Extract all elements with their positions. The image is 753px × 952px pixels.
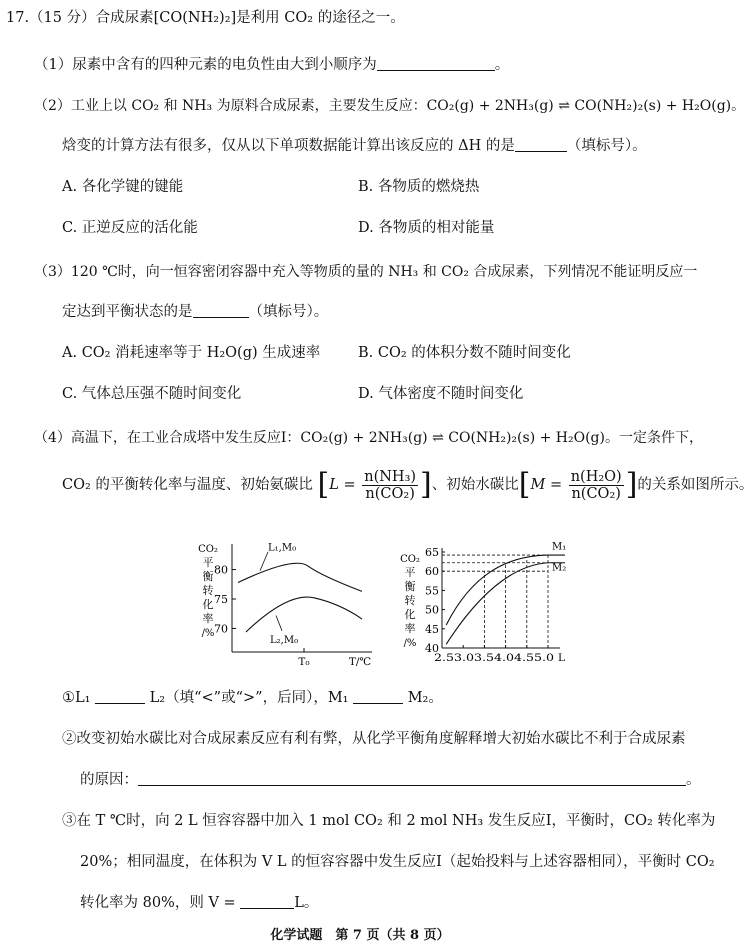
M-equals: M = bbox=[530, 477, 563, 493]
part3-option-c: C. 气体总压强不随时间变化 bbox=[62, 386, 242, 402]
sub3-answer-blank[interactable] bbox=[240, 894, 294, 909]
sub2-line2 bbox=[80, 770, 701, 790]
chart1-xlabel: T/℃ bbox=[348, 656, 372, 668]
chart2-y-tick-label: 55 bbox=[425, 584, 439, 598]
L-fraction bbox=[362, 469, 418, 502]
part1-answer-blank[interactable] bbox=[377, 56, 495, 71]
chart1-y-tick-label: 70 bbox=[214, 622, 228, 636]
chart-ratio bbox=[398, 538, 574, 666]
part2-option-c: C. 正逆反应的活化能 bbox=[62, 220, 198, 236]
L-equals: L = bbox=[329, 477, 356, 493]
chart2-y-tick-label: 50 bbox=[425, 603, 439, 617]
chart1-x-tick-label: T₀ bbox=[298, 656, 310, 668]
M-fraction bbox=[569, 469, 624, 502]
chart1-ylabel-line: 平 bbox=[202, 556, 214, 569]
chart1-series-label: L₁,M₀ bbox=[268, 542, 297, 554]
chart2-ylabel-line: 平 bbox=[404, 566, 416, 579]
chart2-xlabel: L bbox=[558, 652, 565, 664]
L-numerator: n(NH₃) bbox=[364, 468, 417, 485]
chart1-ylabel-line: 衡 bbox=[202, 570, 214, 583]
part4-line2c: 的关系如图所示。 bbox=[637, 477, 753, 493]
part2-option-b: B. 各物质的燃烧热 bbox=[358, 179, 480, 195]
part2-line2 bbox=[62, 136, 647, 156]
chart2-y-tick-label: 45 bbox=[425, 622, 439, 636]
L-denominator: n(CO₂) bbox=[365, 485, 415, 502]
part2-answer-blank[interactable] bbox=[515, 137, 567, 152]
part3-answer-blank[interactable] bbox=[193, 303, 249, 318]
part1-end: 。 bbox=[494, 57, 510, 73]
sub3-line3a: 转化率为 80%，则 V = bbox=[80, 895, 236, 911]
part3-option-d: D. 气体密度不随时间变化 bbox=[358, 386, 524, 402]
chart1-ylabel-line: /% bbox=[201, 628, 215, 639]
M-numerator: n(H₂O) bbox=[570, 468, 622, 485]
sub2-answer-blank[interactable] bbox=[138, 771, 686, 786]
part3-line1: （3）120 ℃时，向一恒容密闭容器中充入等物质的量的 NH₃ 和 CO₂ 合成尿素，下列情况不能证明反应一 bbox=[34, 264, 698, 280]
sub3-line2: 20%；相同温度，在体积为 V L 的恒容容器中发生反应Ⅰ（起始投料与上述容器相同），平衡时 CO₂ bbox=[80, 854, 715, 870]
chart1-ylabel-line: 率 bbox=[202, 612, 214, 625]
chart2-y-tick-label: 65 bbox=[425, 546, 439, 559]
part3-line2b: （填标号）。 bbox=[248, 304, 329, 320]
part2-option-a: A. 各化学键的键能 bbox=[62, 179, 184, 195]
part4-line2 bbox=[62, 468, 753, 502]
bracket-right-L: ] bbox=[420, 467, 432, 502]
chart1-leader-L2 bbox=[276, 615, 282, 630]
sub1-c: M₂。 bbox=[407, 690, 443, 706]
chart1-ylabel-line: 转 bbox=[202, 584, 214, 597]
chart-temperature bbox=[196, 538, 380, 666]
chart2-y-tick-label: 60 bbox=[425, 565, 439, 579]
chart1-series-label: L₂,M₀ bbox=[270, 635, 299, 647]
chart2-ylabel-line: /% bbox=[403, 638, 417, 649]
part2-line1: （2）工业上以 CO₂ 和 NH₃ 为原料合成尿素，主要发生反应：CO₂(g) + 2NH₃(g) ⇌ CO(NH₂)₂(s) + H₂O(g)。 bbox=[34, 98, 746, 114]
part1-text: （1）尿素中含有的四种元素的电负性由大到小顺序为 bbox=[34, 57, 377, 73]
sub1-a: ①L₁ bbox=[62, 690, 91, 706]
part2-option-d: D. 各物质的相对能量 bbox=[358, 220, 495, 236]
chart2-series-label: M₁ bbox=[552, 541, 567, 553]
sub2-line1: ②改变初始水碳比对合成尿素反应有利有弊，从化学平衡角度解释增大初始水碳比不利于合成尿素 bbox=[62, 731, 686, 747]
part3-line2 bbox=[62, 302, 328, 322]
sub1 bbox=[62, 688, 443, 708]
bracket-left-L: [ bbox=[317, 467, 330, 502]
sub3-line1: ③在 T ℃时，向 2 L 恒容容器中加入 1 mol CO₂ 和 2 mol NH₃ 发生反应Ⅰ，平衡时，CO₂ 转化率为 bbox=[62, 813, 716, 829]
chart2-ylabel-line: CO₂ bbox=[400, 554, 420, 565]
part3-option-a: A. CO₂ 消耗速率等于 H₂O(g) 生成速率 bbox=[62, 345, 321, 361]
sub3-line3b: L。 bbox=[294, 895, 319, 911]
chart1-ylabel-line: 化 bbox=[202, 598, 214, 611]
chart2-y-tick-label: 40 bbox=[425, 642, 439, 655]
chart1-series-line-L2 bbox=[246, 597, 362, 632]
chart2-ylabel-line: 转 bbox=[404, 594, 416, 607]
part2-line2b: （填标号）。 bbox=[566, 138, 647, 154]
chart1-series-line-L1 bbox=[238, 563, 362, 591]
chart2-ylabel bbox=[400, 554, 420, 649]
chart2-ylabel-line: 衡 bbox=[404, 580, 416, 593]
chart2-series-label: M₂ bbox=[552, 562, 567, 574]
part4-line2b: 、初始水碳比 bbox=[431, 477, 519, 493]
part4-line2a: CO₂ 的平衡转化率与温度、初始氨碳比 bbox=[62, 477, 313, 493]
sub2-end: 。 bbox=[686, 772, 701, 788]
chart2-ylabel-line: 化 bbox=[404, 608, 416, 621]
part3-line2a: 定达到平衡状态的是 bbox=[62, 304, 193, 320]
chart2-x-tick-labels: 2.53.03.54.04.55.0 bbox=[434, 652, 554, 664]
chart1-leader-L1 bbox=[260, 552, 268, 571]
sub1-blank-L[interactable] bbox=[95, 689, 145, 704]
part3-option-b: B. CO₂ 的体积分数不随时间变化 bbox=[358, 345, 571, 361]
chart1-y-tick-label: 75 bbox=[214, 593, 228, 606]
part1 bbox=[34, 55, 509, 75]
sub1-b: L₂（填“<”或“>”，后同），M₁ bbox=[149, 690, 349, 706]
bracket-left-M: [ bbox=[518, 467, 531, 502]
chart1-y-tick-label: 80 bbox=[214, 563, 228, 577]
M-denominator: n(CO₂) bbox=[571, 485, 621, 502]
question-header: 17.（15 分）合成尿素[CO(NH₂)₂]是利用 CO₂ 的途径之一。 bbox=[6, 10, 405, 26]
sub3-line3 bbox=[80, 893, 318, 913]
sub2-line2-text: 的原因： bbox=[80, 772, 138, 788]
page-footer: 化学试题 第 7 页（共 8 页） bbox=[270, 928, 450, 943]
bracket-right-M: ] bbox=[625, 467, 638, 502]
chart2-ylabel-line: 率 bbox=[404, 622, 416, 635]
part2-line2a: 焓变的计算方法有很多，仅从以下单项数据能计算出该反应的 ΔH 的是 bbox=[62, 138, 515, 154]
chart1-ylabel-line: CO₂ bbox=[198, 544, 218, 555]
part4-line1: （4）高温下，在工业合成塔中发生反应Ⅰ：CO₂(g) + 2NH₃(g) ⇌ CO(NH₂)₂(s) + H₂O(g)。一定条件下， bbox=[34, 430, 703, 446]
sub1-blank-M[interactable] bbox=[353, 689, 403, 704]
